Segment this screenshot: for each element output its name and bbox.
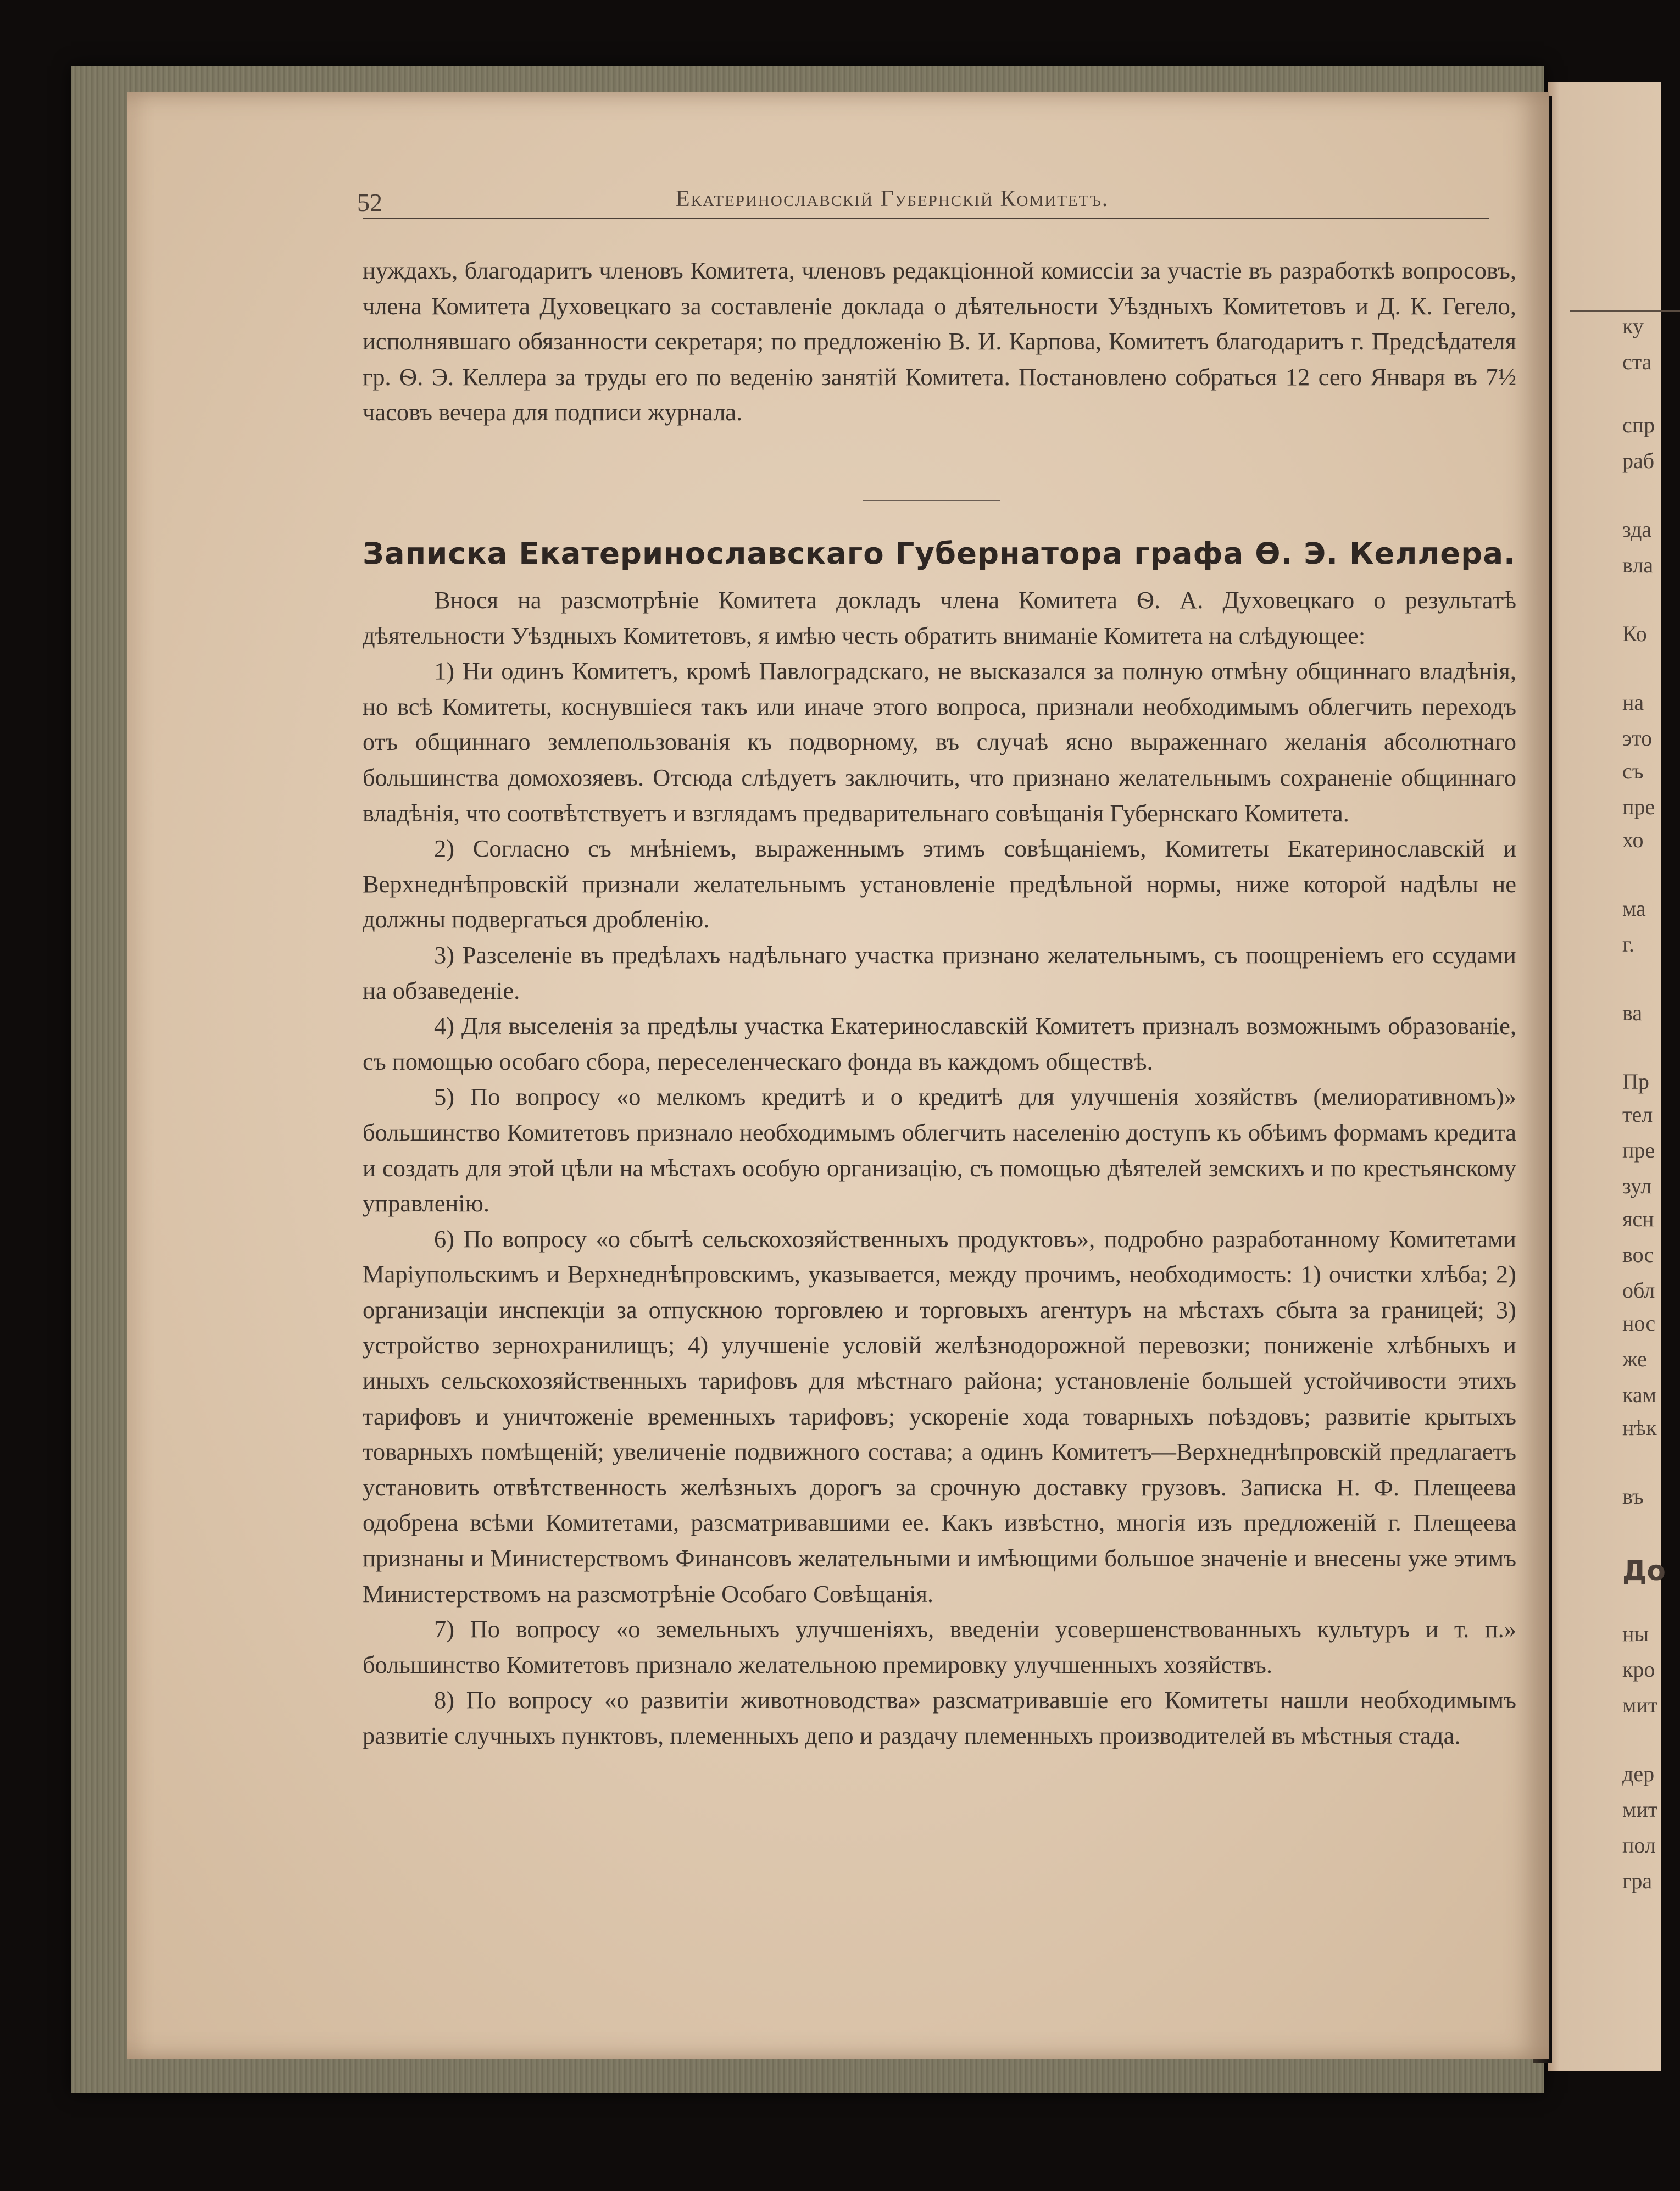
adjacent-page-fragment: ва [1622,1000,1643,1025]
adjacent-page-fragment: вос [1622,1242,1654,1267]
adjacent-page-fragment: мит [1622,1797,1658,1822]
adjacent-page-fragment: раб [1622,448,1655,473]
memo-intro: Внося на разсмотрѣніе Комитета докладъ члена Комитета Ѳ. А. Духовецкаго о результатѣ дѣятельности Уѣздныхъ Комитетовъ, я имѣю честь обратить вниманіе Комитета на слѣдующее: [363,586,1516,649]
adjacent-page-fragment: мит [1622,1693,1658,1717]
memo-point-1: 1) Ни одинъ Комитетъ, кромѣ Павлоградскаго, не высказался за полную отмѣну общиннаго владѣнія, но всѣ Комитеты, коснувшіеся такъ или иначе этого вопроса, признали необходимымъ облегчить переходъ отъ общиннаго землепользованія къ подворному, въ случаѣ ясно выраженнаго желанія абсолютнаго большинства домохозяевъ. Отсюда слѣдуетъ заключить, что признано желательнымъ сохраненіе общиннаго владѣнія, что соотвѣтствуетъ и взглядамъ предварительнаго совѣщанія Губернскаго Комитета. [363,657,1516,827]
section-title: Записка Екатеринославскаго Губернатора графа Ѳ. Э. Келлера. [363,536,1516,571]
adjacent-page-fragment: зда [1622,517,1652,542]
memo-point-7: 7) По вопросу «о земельныхъ улучшеніяхъ, введеніи усовершенствованныхъ культуръ и т. п.» большинство Комитетовъ признало желательною премировку улучшенныхъ хозяйствъ. [363,1615,1516,1678]
adjacent-page-fragment: кам [1622,1382,1656,1407]
adjacent-page-fragment: нѣк [1622,1415,1657,1440]
adjacent-page-fragment: вла [1622,553,1654,577]
memo-body [363,582,1516,1754]
adjacent-page-fragment: нос [1622,1311,1656,1336]
adjacent-page-fragment: ма [1622,896,1646,921]
adjacent-page-fragment: г. [1622,932,1634,957]
running-title: Екатеринославскій Губернскій Комитетъ. [676,186,1109,212]
memo-point-4: 4) Для выселенія за предѣлы участка Екатеринославскій Комитетъ призналъ возможнымъ образованіе, съ помощью особаго сбора, переселенческаго фонда въ каждомъ обществѣ. [363,1012,1516,1075]
section-divider [863,500,1000,501]
adjacent-page-fragment: хо [1622,827,1644,852]
adjacent-page-fragment: это [1622,726,1653,750]
adjacent-page-fragment: Ко [1622,621,1647,646]
adjacent-page-fragment: ясн [1622,1206,1654,1231]
adjacent-page-fragment: тел [1622,1102,1653,1127]
adjacent-page-fragment: съ [1622,759,1644,783]
adjacent-page-fragment: гра [1622,1869,1653,1893]
memo-point-5: 5) По вопросу «о мелкомъ кредитѣ и о кредитѣ для улучшенія хозяйствъ (мелиоративномъ)» большинство Комитетовъ признало необходимымъ облегчить населенію доступъ къ обѣимъ формамъ кредита и создать для этой цѣли на мѣстахъ особую организацію, съ помощью дѣятелей земскихъ и по крестьянскому управленію. [363,1083,1516,1217]
adjacent-page-fragment: пре [1622,1138,1655,1163]
adjacent-page-fragment: ку [1622,314,1644,338]
adjacent-page-fragment: пол [1622,1833,1656,1858]
adjacent-page-fragment: ста [1622,349,1652,374]
adjacent-page-fragments [1548,82,1666,2071]
adjacent-page-fragment: кро [1622,1657,1655,1682]
memo-point-8: 8) По вопросу «о развитіи животноводства» разсматривавшіе его Комитеты нашли необходимымъ развитіе случныхъ пунктовъ, племенныхъ депо и раздачу племенныхъ производителей въ мѣстныя стада. [363,1686,1516,1749]
adjacent-page-fragment: спр [1622,413,1655,437]
adjacent-page-fragment: Пр [1622,1069,1649,1094]
opening-paragraph: нуждахъ, благодаритъ членовъ Комитета, членовъ редакціонной комиссіи за участіе въ разработкѣ вопросовъ, члена Комитета Духовецкаго за составленіе доклада о дѣятельности Уѣздныхъ Комитетовъ и Д. К. Гегело, исполнявшаго обязанности секретаря; по предложенію В. И. Карпова, Комитетъ благодаритъ г. Предсѣдателя гр. Ѳ. Э. Келлера за труды его по веденію занятій Комитета. Постановлено собраться 12 сего Января въ 7½ часовъ вечера для подписи журнала. [363,257,1516,426]
adjacent-page-fragment: зул [1622,1174,1652,1198]
memo-point-2: 2) Согласно съ мнѣніемъ, выраженнымъ этимъ совѣщаніемъ, Комитеты Екатеринославскій и Верхнеднѣпровскій признали желательнымъ установленіе предѣльной нормы, ниже которой надѣлы не должны подвергаться дробленію. [363,835,1516,933]
memo-point-3: 3) Разселеніе въ предѣлахъ надѣльнаго участка признано желательнымъ, съ поощреніемъ его ссудами на обзаведеніе. [363,941,1516,1004]
adjacent-page [1548,82,1666,2071]
page-number: 52 [357,188,382,216]
adjacent-page-fragment: обл [1622,1278,1655,1303]
adjacent-page-fragment: До [1622,1555,1666,1587]
adjacent-page-fragment: же [1622,1347,1647,1371]
adjacent-page-fragment: пре [1622,794,1655,819]
adjacent-page-fragment: въ [1622,1484,1644,1509]
adjacent-page-fragment: на [1622,690,1644,715]
adjacent-page-fragment: дер [1622,1761,1655,1786]
header-rule [363,218,1489,219]
memo-point-6: 6) По вопросу «о сбытѣ сельскохозяйственныхъ продуктовъ», подробно разработанному Комитетами Маріупольскимъ и Верхнеднѣпровскимъ, указывается, между прочимъ, необходимость: 1) очистки хлѣба; 2) организаціи инспекціи за отпускною торговлею и торговыхъ агентуръ на мѣстахъ сбыта за границей; 3) устройство зернохранилищъ; 4) улучшеніе условій желѣзнодорожной перевозки; пониженіе хлѣбныхъ и иныхъ сельскохозяйственныхъ тарифовъ для мѣстнаго района; установленіе большей устойчивости этихъ тарифовъ и уничтоженіе временныхъ тарифовъ; ускореніе хода товарныхъ поѣздовъ; развитіе крытыхъ товарныхъ помѣщеній; увеличеніе подвижного состава; а одинъ Комитетъ—Верхнеднѣпровскій предлагаетъ установить отвѣтственность желѣзныхъ дорогъ за срочную доставку грузовъ. Записка Н. Ф. Плещеева одобрена всѣми Комитетами, разсматривавшими ее. Какъ извѣстно, многія изъ предложеній г. Плещеева признаны и Министерствомъ Финансовъ желательными и имѣющими большое значеніе и внесены уже этимъ Министерствомъ на разсмотрѣніе Особаго Совѣщанія. [363,1225,1516,1608]
adjacent-page-fragment: ны [1622,1621,1649,1646]
